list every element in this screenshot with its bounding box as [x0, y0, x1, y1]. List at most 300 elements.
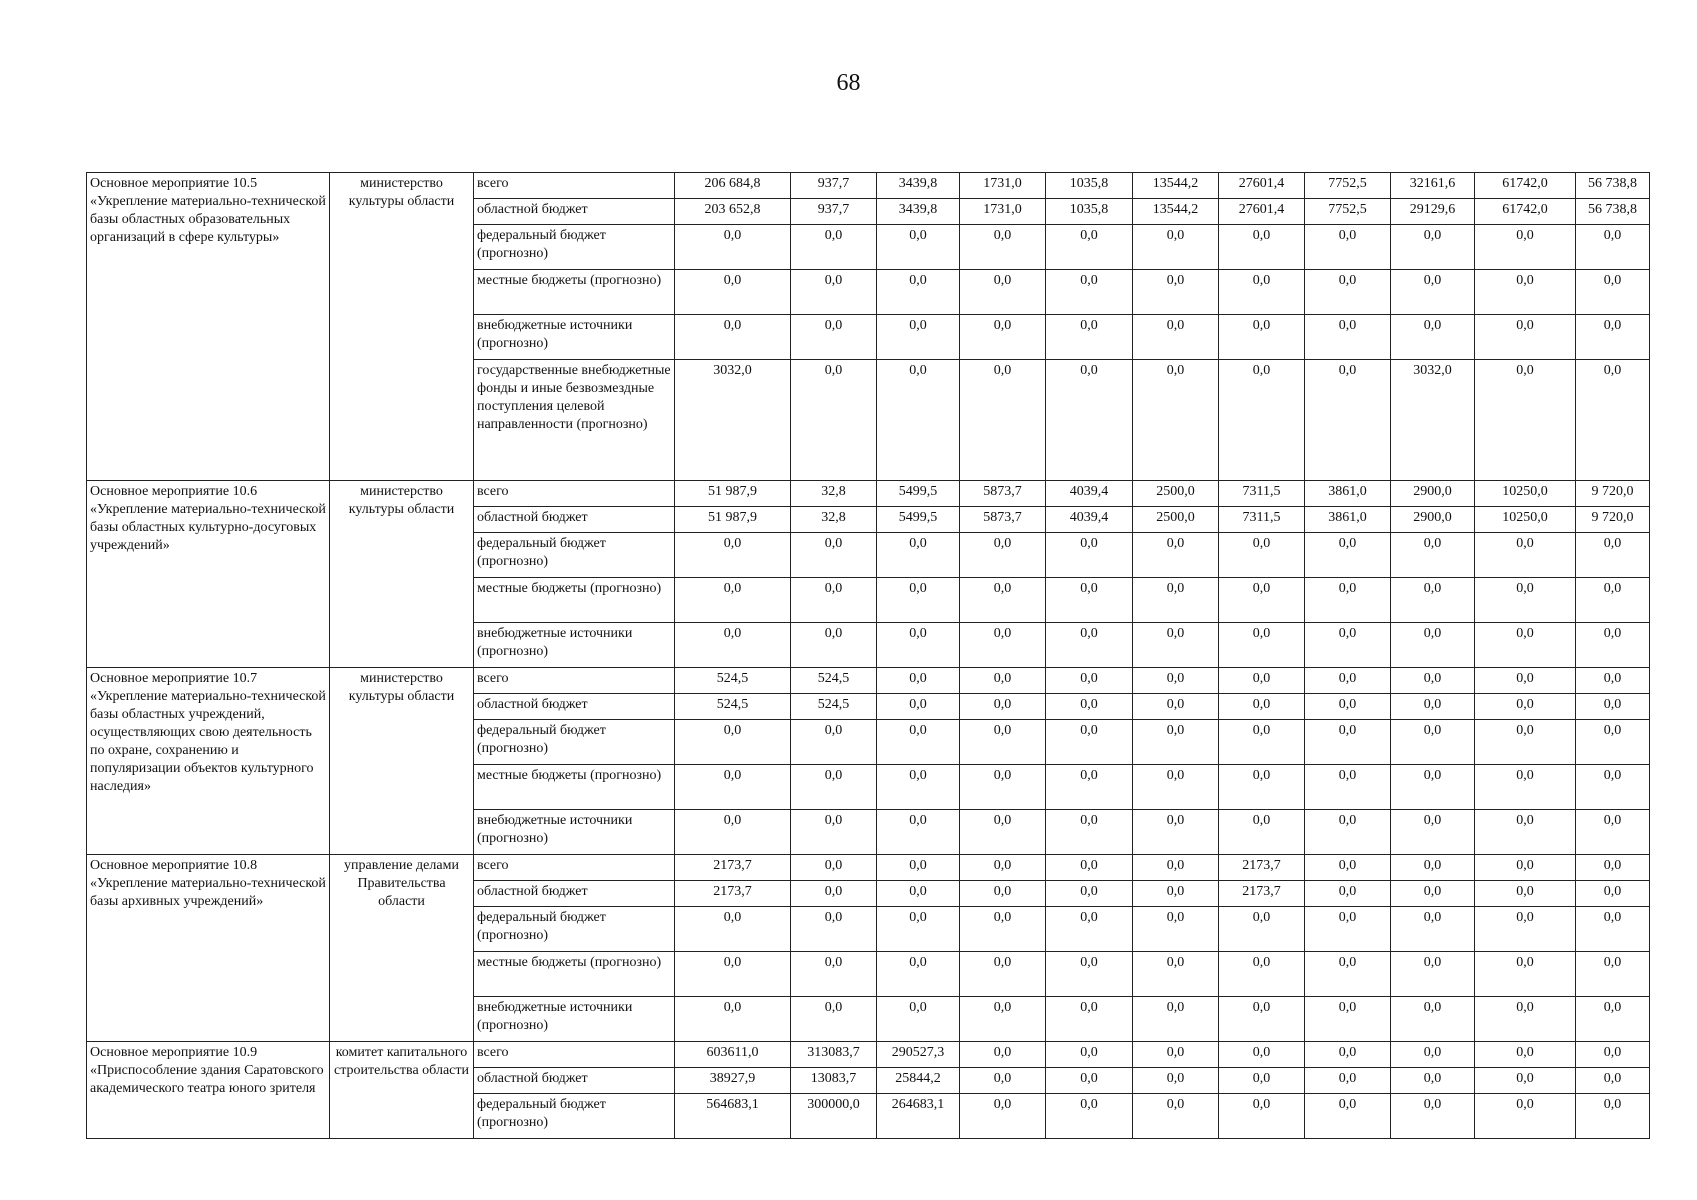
amount-cell: 0,0: [1475, 952, 1576, 997]
amount-cell: 0,0: [1391, 578, 1475, 623]
amount-cell: 0,0: [1133, 720, 1219, 765]
funding-source-cell: федеральный бюджет (прогнозно): [474, 1094, 675, 1139]
amount-cell: 0,0: [1133, 360, 1219, 481]
amount-cell: 2500,0: [1133, 507, 1219, 533]
amount-cell: 0,0: [1305, 668, 1391, 694]
funding-source-cell: всего: [474, 173, 675, 199]
amount-cell: 0,0: [1046, 578, 1133, 623]
amount-cell: 0,0: [1475, 1094, 1576, 1139]
amount-cell: 206 684,8: [675, 173, 791, 199]
amount-cell: 0,0: [1576, 881, 1650, 907]
amount-cell: 0,0: [1391, 315, 1475, 360]
activity-cell: Основное мероприятие 10.5 «Укрепление материально-технической базы областных образовательных организаций в сфере культуры»: [87, 173, 330, 481]
amount-cell: 13544,2: [1133, 199, 1219, 225]
amount-cell: 0,0: [1576, 765, 1650, 810]
amount-cell: 0,0: [1475, 810, 1576, 855]
amount-cell: 937,7: [791, 173, 877, 199]
amount-cell: 0,0: [1219, 1068, 1305, 1094]
amount-cell: 0,0: [791, 360, 877, 481]
amount-cell: 0,0: [1576, 1068, 1650, 1094]
amount-cell: 0,0: [1305, 881, 1391, 907]
amount-cell: 0,0: [1133, 952, 1219, 997]
amount-cell: 0,0: [1576, 694, 1650, 720]
amount-cell: 0,0: [877, 907, 960, 952]
funding-source-cell: внебюджетные источники (прогнозно): [474, 315, 675, 360]
amount-cell: 0,0: [1391, 720, 1475, 765]
amount-cell: 0,0: [1576, 668, 1650, 694]
amount-cell: 9 720,0: [1576, 507, 1650, 533]
amount-cell: 10250,0: [1475, 481, 1576, 507]
amount-cell: 13544,2: [1133, 173, 1219, 199]
amount-cell: 2173,7: [675, 881, 791, 907]
amount-cell: 0,0: [1391, 810, 1475, 855]
executor-cell: министерство культуры области: [330, 173, 474, 481]
amount-cell: 0,0: [1475, 533, 1576, 578]
amount-cell: 0,0: [1046, 952, 1133, 997]
amount-cell: 0,0: [791, 315, 877, 360]
amount-cell: 0,0: [1305, 1094, 1391, 1139]
amount-cell: 0,0: [791, 881, 877, 907]
amount-cell: 0,0: [675, 765, 791, 810]
funding-source-cell: местные бюджеты (прогнозно): [474, 578, 675, 623]
amount-cell: 0,0: [1046, 1042, 1133, 1068]
funding-source-cell: внебюджетные источники (прогнозно): [474, 997, 675, 1042]
amount-cell: 0,0: [960, 1068, 1046, 1094]
amount-cell: 32,8: [791, 507, 877, 533]
amount-cell: 0,0: [1219, 270, 1305, 315]
amount-cell: 0,0: [1475, 694, 1576, 720]
funding-source-cell: внебюджетные источники (прогнозно): [474, 623, 675, 668]
amount-cell: 0,0: [1391, 1042, 1475, 1068]
amount-cell: 0,0: [1046, 881, 1133, 907]
amount-cell: 0,0: [1391, 623, 1475, 668]
activity-cell: Основное мероприятие 10.7 «Укрепление материально-технической базы областных учреждений, осуществляющих свою деятельность по охране, сохранению и популяризации объектов культурного наследия»: [87, 668, 330, 855]
amount-cell: 0,0: [877, 855, 960, 881]
amount-cell: 0,0: [675, 315, 791, 360]
table-row: [87, 668, 1650, 694]
amount-cell: 0,0: [791, 765, 877, 810]
amount-cell: 0,0: [1046, 997, 1133, 1042]
amount-cell: 0,0: [1046, 270, 1133, 315]
amount-cell: 0,0: [1133, 694, 1219, 720]
amount-cell: 937,7: [791, 199, 877, 225]
amount-cell: 0,0: [1576, 623, 1650, 668]
amount-cell: 0,0: [1391, 1094, 1475, 1139]
amount-cell: 27601,4: [1219, 199, 1305, 225]
amount-cell: 0,0: [791, 225, 877, 270]
amount-cell: 10250,0: [1475, 507, 1576, 533]
executor-cell: министерство культуры области: [330, 668, 474, 855]
amount-cell: 0,0: [960, 533, 1046, 578]
amount-cell: 0,0: [877, 720, 960, 765]
amount-cell: 0,0: [1305, 315, 1391, 360]
amount-cell: 56 738,8: [1576, 199, 1650, 225]
amount-cell: 0,0: [1133, 1068, 1219, 1094]
amount-cell: 0,0: [1305, 855, 1391, 881]
amount-cell: 0,0: [675, 623, 791, 668]
amount-cell: 56 738,8: [1576, 173, 1650, 199]
amount-cell: 38927,9: [675, 1068, 791, 1094]
table-row: [87, 481, 1650, 507]
amount-cell: 0,0: [1576, 1094, 1650, 1139]
amount-cell: 0,0: [1576, 360, 1650, 481]
amount-cell: 2173,7: [1219, 855, 1305, 881]
amount-cell: 0,0: [1576, 907, 1650, 952]
amount-cell: 524,5: [791, 694, 877, 720]
funding-source-cell: всего: [474, 855, 675, 881]
amount-cell: 0,0: [1475, 668, 1576, 694]
funding-source-cell: областной бюджет: [474, 507, 675, 533]
amount-cell: 0,0: [1305, 1068, 1391, 1094]
amount-cell: 203 652,8: [675, 199, 791, 225]
amount-cell: 0,0: [791, 533, 877, 578]
amount-cell: 0,0: [1046, 225, 1133, 270]
amount-cell: 0,0: [960, 1094, 1046, 1139]
amount-cell: 0,0: [1046, 855, 1133, 881]
amount-cell: 1035,8: [1046, 199, 1133, 225]
amount-cell: 564683,1: [675, 1094, 791, 1139]
amount-cell: 2173,7: [1219, 881, 1305, 907]
amount-cell: 0,0: [1305, 533, 1391, 578]
funding-source-cell: всего: [474, 1042, 675, 1068]
amount-cell: 0,0: [877, 533, 960, 578]
amount-cell: 0,0: [1219, 952, 1305, 997]
amount-cell: 0,0: [1576, 952, 1650, 997]
amount-cell: 0,0: [1046, 907, 1133, 952]
amount-cell: 0,0: [1133, 765, 1219, 810]
amount-cell: 0,0: [675, 810, 791, 855]
executor-cell: министерство культуры области: [330, 481, 474, 668]
amount-cell: 0,0: [791, 952, 877, 997]
amount-cell: 32,8: [791, 481, 877, 507]
amount-cell: 0,0: [1219, 907, 1305, 952]
amount-cell: 0,0: [675, 533, 791, 578]
amount-cell: 0,0: [1576, 997, 1650, 1042]
amount-cell: 0,0: [1133, 810, 1219, 855]
amount-cell: 0,0: [1219, 315, 1305, 360]
funding-source-cell: местные бюджеты (прогнозно): [474, 270, 675, 315]
amount-cell: 0,0: [675, 225, 791, 270]
amount-cell: 0,0: [1133, 533, 1219, 578]
amount-cell: 0,0: [1219, 1094, 1305, 1139]
amount-cell: 0,0: [1133, 270, 1219, 315]
amount-cell: 0,0: [791, 907, 877, 952]
amount-cell: 0,0: [1576, 810, 1650, 855]
amount-cell: 0,0: [1305, 360, 1391, 481]
amount-cell: 0,0: [877, 694, 960, 720]
amount-cell: 0,0: [960, 952, 1046, 997]
amount-cell: 13083,7: [791, 1068, 877, 1094]
amount-cell: 2900,0: [1391, 481, 1475, 507]
amount-cell: 2900,0: [1391, 507, 1475, 533]
amount-cell: 5499,5: [877, 507, 960, 533]
amount-cell: 0,0: [960, 720, 1046, 765]
amount-cell: 0,0: [1576, 315, 1650, 360]
amount-cell: 0,0: [1219, 765, 1305, 810]
amount-cell: 0,0: [1391, 668, 1475, 694]
amount-cell: 0,0: [791, 810, 877, 855]
amount-cell: 0,0: [1305, 225, 1391, 270]
amount-cell: 0,0: [675, 952, 791, 997]
amount-cell: 0,0: [960, 578, 1046, 623]
amount-cell: 0,0: [1391, 225, 1475, 270]
amount-cell: 0,0: [1046, 1094, 1133, 1139]
amount-cell: 2500,0: [1133, 481, 1219, 507]
amount-cell: 0,0: [1219, 1042, 1305, 1068]
amount-cell: 0,0: [1305, 270, 1391, 315]
amount-cell: 0,0: [675, 997, 791, 1042]
amount-cell: 5499,5: [877, 481, 960, 507]
amount-cell: 300000,0: [791, 1094, 877, 1139]
amount-cell: 0,0: [1576, 270, 1650, 315]
amount-cell: 3032,0: [1391, 360, 1475, 481]
amount-cell: 0,0: [1046, 765, 1133, 810]
amount-cell: 0,0: [1133, 1094, 1219, 1139]
amount-cell: 0,0: [1219, 225, 1305, 270]
amount-cell: 0,0: [675, 720, 791, 765]
funding-source-cell: внебюджетные источники (прогнозно): [474, 810, 675, 855]
amount-cell: 7752,5: [1305, 199, 1391, 225]
amount-cell: 25844,2: [877, 1068, 960, 1094]
amount-cell: 0,0: [1576, 1042, 1650, 1068]
amount-cell: 0,0: [1305, 810, 1391, 855]
amount-cell: 4039,4: [1046, 507, 1133, 533]
amount-cell: 0,0: [791, 720, 877, 765]
amount-cell: 0,0: [1576, 855, 1650, 881]
amount-cell: 0,0: [1391, 533, 1475, 578]
amount-cell: 0,0: [1391, 855, 1475, 881]
amount-cell: 0,0: [1305, 694, 1391, 720]
amount-cell: 0,0: [1133, 225, 1219, 270]
amount-cell: 0,0: [960, 810, 1046, 855]
amount-cell: 9 720,0: [1576, 481, 1650, 507]
amount-cell: 0,0: [1475, 1068, 1576, 1094]
amount-cell: 0,0: [1305, 907, 1391, 952]
amount-cell: 524,5: [791, 668, 877, 694]
budget-table: [86, 172, 1650, 1139]
amount-cell: 0,0: [1475, 907, 1576, 952]
amount-cell: 0,0: [1219, 533, 1305, 578]
amount-cell: 0,0: [877, 997, 960, 1042]
amount-cell: 313083,7: [791, 1042, 877, 1068]
amount-cell: 0,0: [1576, 578, 1650, 623]
table-row: [87, 1042, 1650, 1068]
amount-cell: 0,0: [1391, 270, 1475, 315]
amount-cell: 0,0: [1475, 623, 1576, 668]
amount-cell: 0,0: [1475, 315, 1576, 360]
amount-cell: 0,0: [877, 225, 960, 270]
amount-cell: 0,0: [1391, 1068, 1475, 1094]
amount-cell: 0,0: [1475, 720, 1576, 765]
amount-cell: 0,0: [877, 810, 960, 855]
amount-cell: 0,0: [960, 225, 1046, 270]
amount-cell: 0,0: [791, 578, 877, 623]
amount-cell: 0,0: [877, 360, 960, 481]
amount-cell: 0,0: [1046, 810, 1133, 855]
amount-cell: 0,0: [960, 1042, 1046, 1068]
amount-cell: 32161,6: [1391, 173, 1475, 199]
funding-source-cell: государственные внебюджетные фонды и иные безвозмездные поступления целевой направленности (прогнозно): [474, 360, 675, 481]
amount-cell: 0,0: [877, 623, 960, 668]
amount-cell: 0,0: [960, 668, 1046, 694]
amount-cell: 0,0: [791, 997, 877, 1042]
amount-cell: 7311,5: [1219, 481, 1305, 507]
funding-source-cell: областной бюджет: [474, 694, 675, 720]
amount-cell: 0,0: [1475, 1042, 1576, 1068]
amount-cell: 0,0: [1391, 765, 1475, 810]
funding-source-cell: областной бюджет: [474, 1068, 675, 1094]
amount-cell: 524,5: [675, 694, 791, 720]
amount-cell: 3439,8: [877, 199, 960, 225]
amount-cell: 0,0: [1046, 533, 1133, 578]
amount-cell: 51 987,9: [675, 507, 791, 533]
amount-cell: 0,0: [1219, 694, 1305, 720]
activity-cell: Основное мероприятие 10.8 «Укрепление материально-технической базы архивных учреждений»: [87, 855, 330, 1042]
amount-cell: 0,0: [1133, 315, 1219, 360]
amount-cell: 0,0: [877, 270, 960, 315]
funding-source-cell: федеральный бюджет (прогнозно): [474, 720, 675, 765]
amount-cell: 3861,0: [1305, 507, 1391, 533]
amount-cell: 603611,0: [675, 1042, 791, 1068]
amount-cell: 0,0: [1475, 881, 1576, 907]
funding-source-cell: местные бюджеты (прогнозно): [474, 952, 675, 997]
amount-cell: 0,0: [1133, 907, 1219, 952]
amount-cell: 0,0: [1391, 952, 1475, 997]
amount-cell: 0,0: [960, 270, 1046, 315]
amount-cell: 0,0: [1046, 623, 1133, 668]
amount-cell: 61742,0: [1475, 199, 1576, 225]
funding-source-cell: всего: [474, 668, 675, 694]
amount-cell: 0,0: [1391, 997, 1475, 1042]
amount-cell: 0,0: [1305, 720, 1391, 765]
amount-cell: 0,0: [1133, 997, 1219, 1042]
amount-cell: 0,0: [960, 997, 1046, 1042]
amount-cell: 3861,0: [1305, 481, 1391, 507]
amount-cell: 0,0: [1219, 668, 1305, 694]
amount-cell: 0,0: [1475, 765, 1576, 810]
amount-cell: 0,0: [791, 623, 877, 668]
amount-cell: 0,0: [1219, 720, 1305, 765]
amount-cell: 1035,8: [1046, 173, 1133, 199]
amount-cell: 0,0: [1046, 694, 1133, 720]
amount-cell: 0,0: [1475, 360, 1576, 481]
amount-cell: 0,0: [1046, 720, 1133, 765]
amount-cell: 0,0: [1305, 997, 1391, 1042]
amount-cell: 0,0: [1305, 952, 1391, 997]
activity-cell: Основное мероприятие 10.9 «Приспособление здания Саратовского академического театра юного зрителя: [87, 1042, 330, 1139]
amount-cell: 0,0: [877, 952, 960, 997]
amount-cell: 0,0: [1219, 997, 1305, 1042]
amount-cell: 0,0: [1305, 578, 1391, 623]
funding-source-cell: федеральный бюджет (прогнозно): [474, 533, 675, 578]
amount-cell: 0,0: [675, 270, 791, 315]
amount-cell: 4039,4: [1046, 481, 1133, 507]
amount-cell: 51 987,9: [675, 481, 791, 507]
amount-cell: 0,0: [1305, 1042, 1391, 1068]
amount-cell: 0,0: [1133, 881, 1219, 907]
amount-cell: 1731,0: [960, 173, 1046, 199]
amount-cell: 0,0: [1475, 578, 1576, 623]
amount-cell: 0,0: [675, 907, 791, 952]
executor-cell: управление делами Правительства области: [330, 855, 474, 1042]
amount-cell: 0,0: [1391, 694, 1475, 720]
amount-cell: 5873,7: [960, 481, 1046, 507]
amount-cell: 3032,0: [675, 360, 791, 481]
funding-source-cell: федеральный бюджет (прогнозно): [474, 907, 675, 952]
amount-cell: 0,0: [960, 765, 1046, 810]
amount-cell: 0,0: [1046, 315, 1133, 360]
amount-cell: 0,0: [1046, 360, 1133, 481]
funding-source-cell: федеральный бюджет (прогнозно): [474, 225, 675, 270]
amount-cell: 0,0: [1475, 225, 1576, 270]
amount-cell: 0,0: [960, 360, 1046, 481]
funding-source-cell: местные бюджеты (прогнозно): [474, 765, 675, 810]
amount-cell: 1731,0: [960, 199, 1046, 225]
amount-cell: 0,0: [1305, 765, 1391, 810]
funding-source-cell: всего: [474, 481, 675, 507]
amount-cell: 0,0: [960, 623, 1046, 668]
page-number: 68: [836, 70, 861, 96]
activity-cell: Основное мероприятие 10.6 «Укрепление материально-технической базы областных культурно-досуговых учреждений»: [87, 481, 330, 668]
amount-cell: 0,0: [877, 765, 960, 810]
amount-cell: 0,0: [1133, 668, 1219, 694]
amount-cell: 0,0: [960, 694, 1046, 720]
amount-cell: 0,0: [877, 881, 960, 907]
executor-cell: комитет капитального строительства области: [330, 1042, 474, 1139]
amount-cell: 290527,3: [877, 1042, 960, 1068]
amount-cell: 0,0: [791, 855, 877, 881]
amount-cell: 27601,4: [1219, 173, 1305, 199]
amount-cell: 2173,7: [675, 855, 791, 881]
amount-cell: 5873,7: [960, 507, 1046, 533]
amount-cell: 0,0: [675, 578, 791, 623]
amount-cell: 0,0: [1576, 720, 1650, 765]
amount-cell: 0,0: [960, 855, 1046, 881]
amount-cell: 0,0: [1305, 623, 1391, 668]
amount-cell: 7752,5: [1305, 173, 1391, 199]
amount-cell: 0,0: [1475, 270, 1576, 315]
amount-cell: 0,0: [1576, 533, 1650, 578]
table-row: [87, 855, 1650, 881]
amount-cell: 7311,5: [1219, 507, 1305, 533]
amount-cell: 264683,1: [877, 1094, 960, 1139]
amount-cell: 0,0: [1576, 225, 1650, 270]
amount-cell: 0,0: [960, 881, 1046, 907]
amount-cell: 0,0: [877, 315, 960, 360]
amount-cell: 0,0: [960, 907, 1046, 952]
funding-source-cell: областной бюджет: [474, 199, 675, 225]
amount-cell: 0,0: [791, 270, 877, 315]
amount-cell: 0,0: [1219, 578, 1305, 623]
amount-cell: 0,0: [1475, 997, 1576, 1042]
amount-cell: 0,0: [1219, 810, 1305, 855]
funding-source-cell: областной бюджет: [474, 881, 675, 907]
amount-cell: 3439,8: [877, 173, 960, 199]
amount-cell: 0,0: [1391, 907, 1475, 952]
amount-cell: 29129,6: [1391, 199, 1475, 225]
amount-cell: 0,0: [1219, 360, 1305, 481]
amount-cell: 0,0: [877, 668, 960, 694]
amount-cell: 0,0: [1133, 578, 1219, 623]
amount-cell: 0,0: [1391, 881, 1475, 907]
amount-cell: 0,0: [1475, 855, 1576, 881]
amount-cell: 0,0: [1133, 623, 1219, 668]
amount-cell: 524,5: [675, 668, 791, 694]
amount-cell: 0,0: [1219, 623, 1305, 668]
amount-cell: 0,0: [1046, 668, 1133, 694]
table-row: [87, 173, 1650, 199]
amount-cell: 0,0: [1046, 1068, 1133, 1094]
